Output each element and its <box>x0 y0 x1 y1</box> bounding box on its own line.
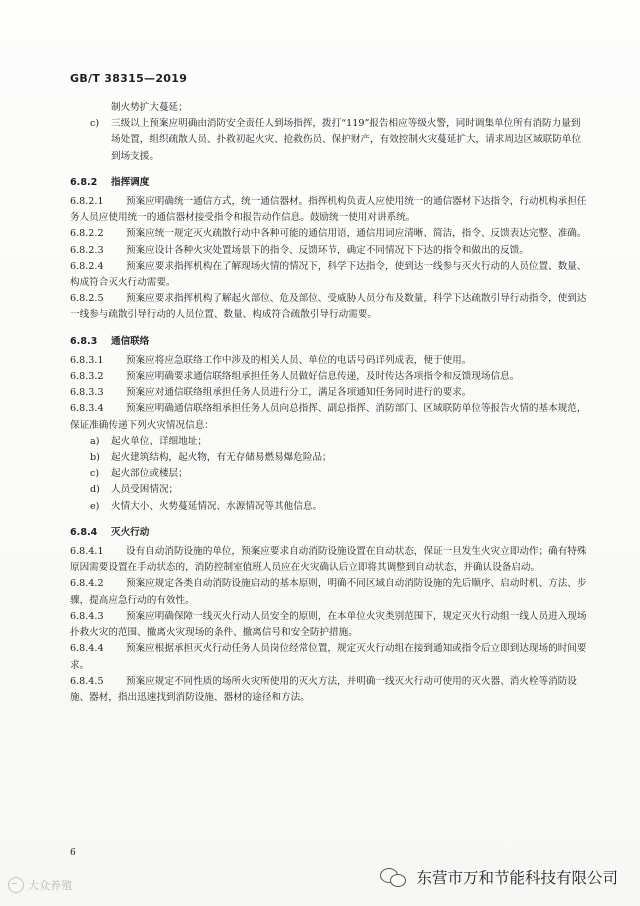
clause-6-8-4-3: 6.8.4.3 预案应明确保障一线灭火行动人员安全的原则，在本单位火灾类别范围下，规定灭火行动组一线人员进入现场扑救火灾的范围、撤离火灾现场的条件、撤离信号和安全防护措施。 <box>70 610 587 639</box>
watermark-left-text: 大众养殖 <box>28 879 72 892</box>
section-heading-6-8-3: 6.8.3 通信联络 <box>70 335 150 347</box>
watermark-left <box>8 877 72 893</box>
standard-code: GB/T 38315—2019 <box>70 72 188 85</box>
clause-6-8-4-5: 6.8.4.5 预案应规定不同性质的场所火灾所使用的灭火方法，并明确一线灭火行动可使用的灭火器、消火栓等消防设施、器材，指出迅速找到消防设施、器材的途径和方法。 <box>70 675 577 703</box>
wechat-icon <box>380 867 406 887</box>
watermark-right <box>380 866 618 888</box>
clause-6-8-3-3: 6.8.3.3 预案应对通信联络组承担任务人员进行分工，满足各项通知任务同时进行的要求。 <box>70 387 472 399</box>
clause-6-8-3-4: 6.8.3.4 预案应明确通信联络组承担任务人员向总指挥、副总指挥、消防部门、区域联防单位等报告火情的基本规范，保证准确传递下列火灾情况信息： <box>70 403 587 431</box>
list-item-d: d) 人员受困情况； <box>90 484 179 496</box>
section-heading-6-8-4: 6.8.4 灭火行动 <box>70 526 150 538</box>
clause-6-8-4-1: 6.8.4.1 设有自动消防设施的单位，预案应要求自动消防设施设置在自动状态，保证一旦发生火灾立即动作；确有特殊原因需要设置在手动状态的，消防控制室值班人员应在火灾确认后立即将其调整到自动状态，并确认设备启动。 <box>70 546 587 574</box>
list-marker: c) <box>90 118 100 130</box>
circle-logo-icon <box>8 877 24 893</box>
clause-6-8-2-3: 6.8.2.3 预案应设计各种火灾处置场景下的指令、反馈环节，确定不同情况下下达的指令和做出的反馈。 <box>70 244 529 256</box>
clause-6-8-3-2: 6.8.3.2 预案应明确要求通信联络组承担任务人员做好信息传递，及时传达各项指令和反馈现场信息。 <box>70 371 520 383</box>
list-item-c2: c) 起火部位或楼层； <box>90 468 188 480</box>
watermark-right-text: 东营市万和节能科技有限公司 <box>416 869 618 887</box>
clause-6-8-2-2: 6.8.2.2 预案应统一规定灭火疏散行动中各种可能的通信用语，通信用词应清晰、简洁，指令、反馈表达完整、准确。 <box>70 228 587 240</box>
list-item-a: a) 起火单位、详细地址； <box>90 435 207 447</box>
clause-6-8-3-1: 6.8.3.1 预案应将应急联络工作中涉及的相关人员、单位的电话号码详列成表，便于使用。 <box>70 354 472 366</box>
document-body <box>70 100 590 706</box>
clause-6-8-2-4: 6.8.2.4 预案应要求指挥机构在了解现场火情的情况下，科学下达指令，使到达一线参与灭火行动的人员位置、数量、构成符合灭火行动需要。 <box>70 260 587 289</box>
page-number: 6 <box>70 848 76 858</box>
list-text: 三级以上预案应明确由消防安全责任人到场指挥，拨打“119”报告相应等级火警，同时调集单位所有消防力量到场处置，组织疏散人员、扑救初起火灾、抢救伤员、保护财产，有效控制火灾蔓延扩大，请求周边区域联防单位到场支援。 <box>111 118 582 162</box>
clause-6-8-4-4: 6.8.4.4 预案应根据承担灭火行动任务人员岗位经常位置，规定灭火行动组在接到通知或指令后立即到达现场的时间要求。 <box>70 643 587 671</box>
list-item-e: e) 火情大小、火势蔓延情况、水源情况等其他信息。 <box>90 500 323 512</box>
clause-6-8-2-5: 6.8.2.5 预案应要求指挥机构了解起火部位、危及部位、受威胁人员分布及数量，科学下达疏散引导行动指令，使到达一线参与疏散引导行动的人员位置、数量、构成符合疏散引导行动需要。 <box>70 293 587 321</box>
section-heading-6-8-2: 6.8.2 指挥调度 <box>70 176 150 188</box>
list-item-b: b) 起火建筑结构，起火物，有无存储易燃易爆危险品； <box>90 452 332 464</box>
list-item-c <box>70 116 590 165</box>
continuation-text: 制火势扩大蔓延； <box>111 102 188 113</box>
clause-6-8-4-2: 6.8.4.2 预案应规定各类自动消防设施启动的基本原则，明确不同区域自动消防设施的先后顺序、启动时机、方法、步骤，提高应急行动的有效性。 <box>70 578 587 606</box>
clause-6-8-2-1: 6.8.2.1 预案应明确统一通信方式，统一通信器材。指挥机构负责人应使用统一的通信器材下达指令，行动机构承担任务人员应使用统一的通信器材接受指令和报告动作信息。鼓励统一使用对讲系统。 <box>70 196 587 224</box>
